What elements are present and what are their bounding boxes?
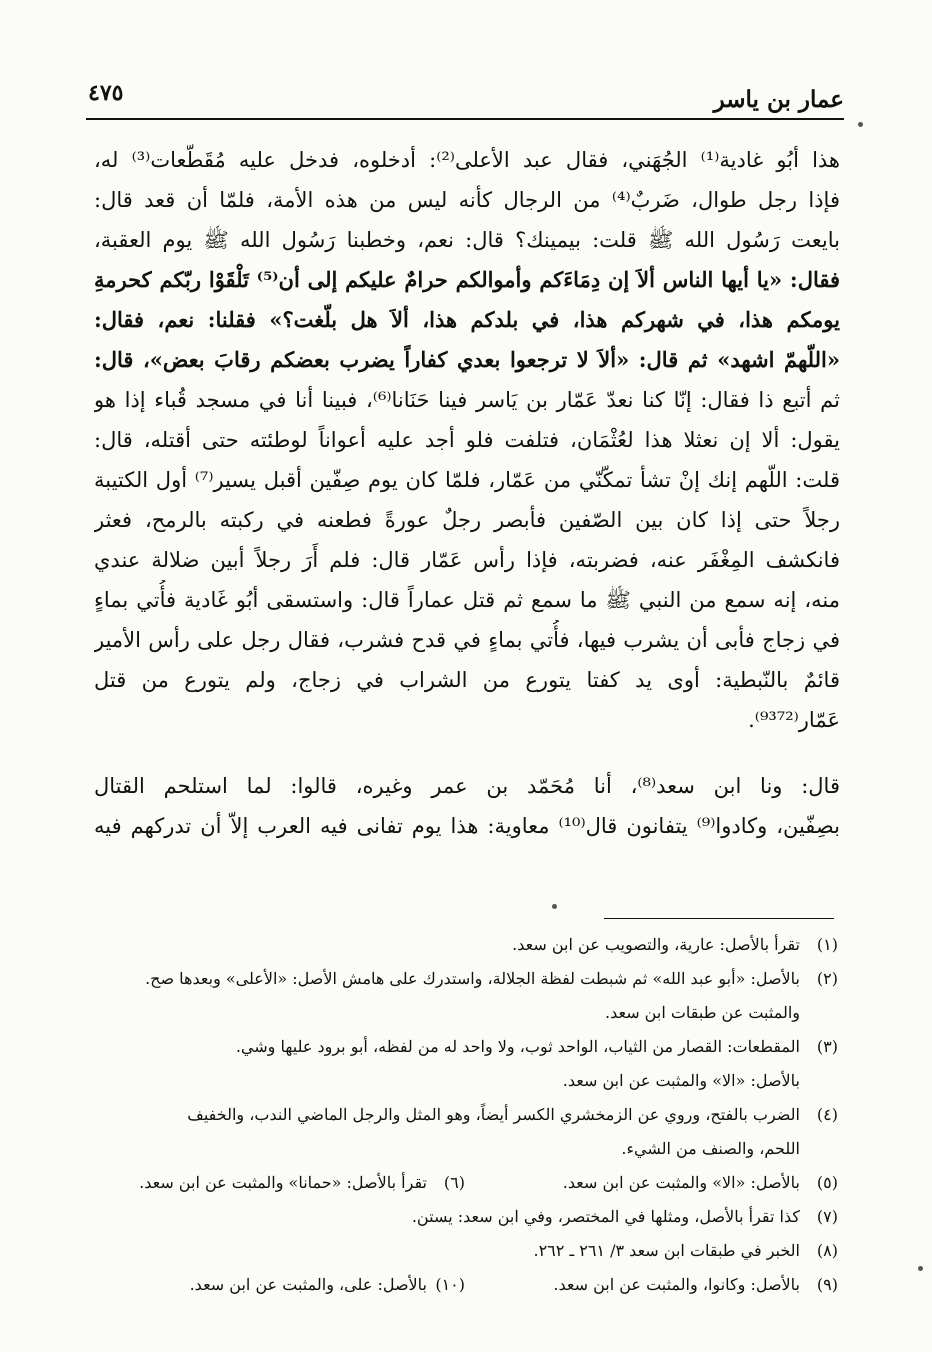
footnote-text: اللحم، والصنف من الشيء. [621, 1139, 800, 1158]
footnote-number: (٦) [443, 1173, 465, 1192]
footnote-number: (٢) [816, 969, 838, 988]
text-line: منه، إنه سمع من النبي ﷺ ما سمع ثم قتل عماراً قال: واستسقى أبُو غَادية فأُتي بماءٍ [94, 588, 840, 612]
scan-speck [858, 122, 863, 127]
chapter-title: عمار بن ياسر [713, 86, 844, 113]
text-line: عَمّار⁽⁹³⁷²⁾. [748, 708, 840, 732]
text-line: فإذا رجل طوال، ضَربٌ⁽⁴⁾ من الرجال كأنه ليس من هذه الأمة، فلمّا أن قعد قال: [94, 188, 840, 212]
footnote [92, 962, 838, 996]
footnote-number: (٩) [816, 1275, 838, 1294]
scan-speck [552, 904, 557, 909]
footnote-continuation [92, 1132, 838, 1166]
footnote-continuation [92, 996, 838, 1030]
footnote-text: بالأصل: «الا» والمثبت عن ابن سعد. [562, 1071, 800, 1090]
footnote-number: (٨) [816, 1241, 838, 1260]
text-line: رجلاً حتى إذا كان بين الصّفين فأبصر رجلٌ عورةً فطعنه في ركبته بالرمح، فعثر [94, 508, 840, 532]
text-line: فانكشف المِغْفَر عنه، فضربته، فإذا رأس عَمّار قال: فلم أَرَ رجلاً أبين ضلالة عندي [94, 548, 840, 572]
footnote-number: (٥) [816, 1173, 838, 1192]
text-line: قلت: اللّهم إنك إنْ تشأ تمكّنّي من عَمّار، فلمّا كان يوم صِفّين أقبل يسير⁽⁷⁾ أول الكتيبة [94, 468, 840, 492]
footnote-text: تقرأ بالأصل: عارية، والتصويب عن ابن سعد. [512, 935, 800, 954]
footnote [92, 1234, 838, 1268]
text-line: «اللّهمّ اشهد» ثم قال: «ألاَ لا ترجعوا بعدي كفاراً يضرب بعضكم رقابَ بعض»، قال: [94, 347, 840, 372]
footnote-text: المقطعات: القصار من الثياب، الواحد ثوب، ولا واحد له من لفظه، أبو برود عليها وشي. [235, 1037, 800, 1056]
text-line: ثم أتبع ذا فقال: إنّا كنا نعدّ عَمّار بن يَاسر فينا حَنَانا⁽⁶⁾، فبينا أنا في مسجد قُباء إذا هو [94, 388, 840, 412]
footnote-text: تقرأ بالأصل: «حمانا» والمثبت عن ابن سعد. [139, 1173, 427, 1192]
footnote-text: بالأصل: «الا» والمثبت عن ابن سعد. [562, 1173, 800, 1192]
text-line: في زجاج فأبى أن يشرب فيها، فأُتي بماءٍ في قدح فشرب، فقال رجل على رأس الأمير [94, 628, 840, 652]
footnote-text: بالأصل: «أبو عبد الله» ثم شبطت لفظة الجلالة، واستدرك على هامش الأصل: «الأعلى» وبعدها صح. [145, 969, 800, 988]
text-line: فقال: «يا أيها الناس ألاَ إن دِمَاءَكم وأموالكم حرامٌ عليكم إلى أن⁽⁵⁾ تَلْقَوْا ربّكم كحرمةِ [94, 267, 840, 292]
running-header [86, 62, 844, 120]
text-line: يقول: ألا إن نعثلا هذا لعُثْمَان، فتلفت فلو أجد عليه أعواناً لوطئته حتى أقتله، قال: [94, 428, 840, 452]
footnote-number: (٣) [816, 1037, 838, 1056]
footnote [92, 1200, 838, 1234]
footnotes [92, 928, 838, 1302]
footnote-text: بالأصل: على، والمثبت عن ابن سعد. [189, 1275, 427, 1294]
footnote-number: (٧) [816, 1207, 838, 1226]
footnote-text: الضرب بالفتح، وروي عن الزمخشري الكسر أيضاً، وهو المثل والرجل الماضي الندب، والخفيف [187, 1105, 800, 1124]
footnote-number: (٤) [816, 1105, 838, 1124]
text-line: قائمٌ بالنّبطية: أوى يد كفتا يتورع من الشراب في زجاج، ولم يتورع من قتل [94, 668, 840, 692]
scan-speck [918, 1266, 923, 1271]
footnote [92, 928, 838, 962]
footnote-continuation [92, 1064, 838, 1098]
footnote [92, 1098, 838, 1132]
footnote-text: بالأصل: وكانوا، والمثبت عن ابن سعد. [553, 1275, 800, 1294]
footnote-text: والمثبت عن طبقات ابن سعد. [604, 1003, 800, 1022]
footnote-text: كذا تقرأ بالأصل، ومثلها في المختصر، وفي ابن سعد: يستن. [411, 1207, 800, 1226]
text-line: قال: ونا ابن سعد⁽⁸⁾، أنا مُحَمّد بن عمر وغيره، قالوا: لما استلحم القتال [94, 774, 840, 798]
footnote-text: الخبر في طبقات ابن سعد ٣/ ٢٦١ ـ ٢٦٢. [533, 1241, 800, 1260]
text-line: يومكم هذا، في شهركم هذا، في بلدكم هذا، ألاَ هل بلّغت؟» فقلنا: نعم، فقال: [94, 307, 840, 332]
text-line: هذا أبُو غادية⁽¹⁾ الجُهَني، فقال عبد الأعلى⁽²⁾: أدخلوه، فدخل عليه مُقَطّعات⁽³⁾ له، [94, 148, 840, 172]
text-line: بصِفّين، وكادوا⁽⁹⁾ يتفانون قال⁽¹⁰⁾ معاوية: هذا يوم تفانى فيه العرب إلاّ أن تدركهم فيه [94, 814, 840, 838]
footnote-pair [92, 1268, 838, 1302]
page-number: ٤٧٥ [88, 80, 124, 106]
footnote-number: (١) [816, 935, 838, 954]
footnote-pair [92, 1166, 838, 1200]
text-line: بايعت رَسُول الله ﷺ قلت: بيمينك؟ قال: نعم، وخطبنا رَسُول الله ﷺ يوم العقبة، [94, 228, 840, 252]
paragraph [94, 766, 840, 846]
footnote-separator [604, 918, 834, 919]
footnote [92, 1030, 838, 1064]
footnote-number: (١٠) [435, 1275, 465, 1294]
main-text [94, 140, 840, 846]
